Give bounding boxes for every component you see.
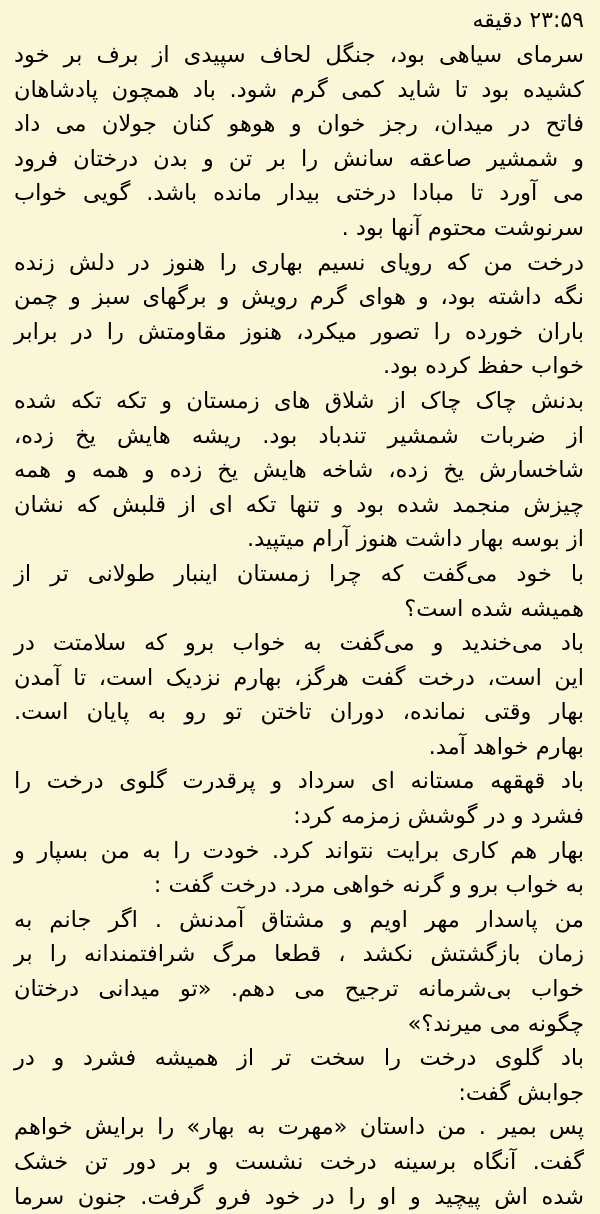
- text-line: بهار هم کاری برایت نتواند کرد. خودت را به من بسپار و: [14, 837, 584, 864]
- text-line: چگونه می میرند؟»: [407, 1010, 584, 1037]
- text-line: به خواب برو و گرنه خواهی مرد. درخت گفت :: [153, 872, 584, 899]
- text-line: زمان بازگشتش نکشد ، قطعا مرگ شرافتمندانه را بر: [14, 941, 584, 968]
- text-line: از بوسه بهار داشت هنوز آرام میتپید.: [246, 526, 584, 553]
- text-line: شده اش پیچید و او را در خود فرو گرفت. جنون سرما: [14, 1183, 584, 1210]
- text-line: با خود می‌گفت که چرا زمستان اینبار طولانی تر از: [14, 560, 584, 587]
- text-line: کشیده بود تا شاید کمی گرم شود. باد همچون پادشاهان: [14, 76, 584, 103]
- timestamp: ۲۳:۵۹ دقیقه: [472, 8, 584, 33]
- text-line: من پاسدار مهر اویم و مشتاق آمدنش . اگر جانم به: [14, 906, 584, 933]
- text-line: شاخسارش یخ زده، شاخه هایش یخ زده و همه و همه: [14, 457, 584, 484]
- text-line: می آورد تا مبادا درختی بیدار مانده باشد. گویی خواب: [14, 180, 584, 207]
- text-line: خواب بی‌شرمانه ترجیح می دهم. «تو میدانی درختان: [14, 976, 584, 1003]
- text-line: درخت من که رویای نسیم بهاری را هنوز در دلش زنده: [14, 249, 584, 276]
- text-line: گفت. آنگاه برسینه درخت نشست و بر دور تن خشک: [14, 1149, 584, 1175]
- text-line: باران خورده را تصور میکرد، هنوز مقاومتش را در برابر: [14, 318, 584, 345]
- text-line: باد گلوی درخت را سخت تر از همیشه فشرد و در: [14, 1045, 584, 1072]
- message-text[interactable]: [14, 38, 584, 1214]
- message-header: [14, 4, 584, 38]
- text-line: بدنش چاک چاک از شلاق های زمستان و تکه تکه شده: [14, 387, 584, 414]
- text-line: نگه داشته بود، و هوای گرم رویش و برگهای سبز و چمن: [14, 284, 584, 311]
- text-line: و شمشیر صاعقه سانش را بر تن و بدن درختان فرود: [14, 145, 584, 172]
- text-line: سرنوشت محتوم آنها بود .: [341, 214, 584, 241]
- text-line: جوابش گفت:: [458, 1079, 584, 1106]
- text-line: سرمای سیاهی بود، جنگل لحاف سپیدی از برف بر خود: [14, 42, 584, 68]
- text-line: این است، درخت گفت هرگز، بهارم نزدیک است، تا آمدن: [14, 664, 584, 691]
- text-line: بهارم خواهد آمد.: [428, 733, 584, 760]
- text-line: باد قهقهه مستانه ای سرداد و پرقدرت گلوی درخت را: [14, 768, 584, 795]
- text-line: خواب حفظ کرده بود.: [382, 353, 584, 380]
- text-line: از ضربات شمشیر تندباد بود. ریشه هایش یخ زده،: [14, 422, 584, 449]
- text-line: فاتح در میدان، رجز خوان و هوهو کنان جولان می داد: [14, 111, 584, 138]
- text-line: همیشه شده است؟: [404, 595, 584, 622]
- text-line: فشرد و در گوشش زمزمه کرد:: [293, 803, 584, 830]
- text-line: بهار وقتی نمانده، دوران تاختن تو رو به پایان است.: [14, 699, 584, 726]
- text-line: چیزش منجمد شده بود و تنها تکه ای از قلبش که نشان: [14, 491, 584, 518]
- text-line: باد می‌خندید و می‌گفت به خواب برو که سلامتت در: [14, 630, 584, 657]
- text-line: پس بمیر . من داستان «مهرت به بهار» را برایش خواهم: [14, 1114, 584, 1141]
